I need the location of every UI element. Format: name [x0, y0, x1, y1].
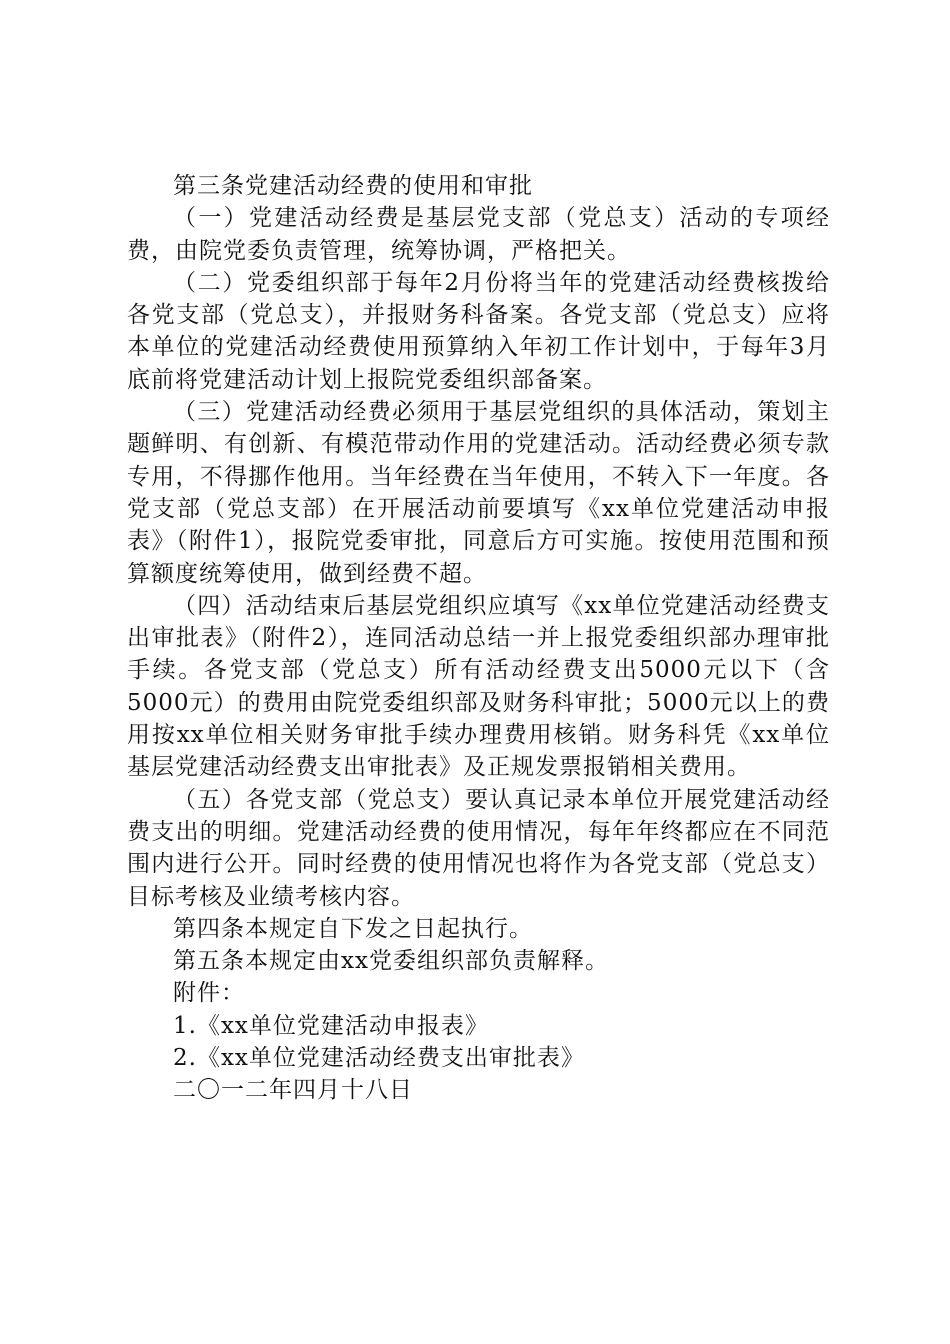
article-3-heading: 第三条党建活动经费的使用和审批 — [173, 173, 533, 199]
attachment-2: 2.《xx单位党建活动经费支出审批表》 — [173, 1045, 585, 1072]
article-3-clause-4: （四）活动结束后基层党组织应填写《xx单位党建活动经费支出审批表》（附件2），连同活动总结一并上报党委组织部办理审批手续。各党支部（党总支）所有活动经费支出5000元以下（含5000元）的费用由院党委组织部及财务科审批；5000元以上的费用按xx单位相关财务审批手续办理费用核销。财务科凭《xx单位基层党建活动经费支出审批表》及正规发票报销相关费用。 — [127, 592, 830, 781]
article-4: 第四条本规定自下发之日起执行。 — [173, 915, 533, 942]
article-3-clause-5: （五）各党支部（党总支）要认真记录本单位开展党建活动经费支出的明细。党建活动经费的使用情况，每年年终都应在不同范围内进行公开。同时经费的使用情况也将作为各党支部（党总支）目标考核及业绩考核内容。 — [127, 786, 830, 910]
document-body — [127, 170, 830, 1107]
attachment-1: 1.《xx单位党建活动申报表》 — [173, 1012, 489, 1039]
article-3-clause-2: （二）党委组织部于每年2月份将当年的党建活动经费核拨给各党支部（党总支），并报财务科备案。各党支部（党总支）应将本单位的党建活动经费使用预算纳入年初工作计划中，于每年3月底前将党建活动计划上报院党委组织部备案。 — [127, 269, 830, 393]
article-3-clause-1: （一）党建活动经费是基层党支部（党总支）活动的专项经费，由院党委负责管理，统筹协调，严格把关。 — [127, 205, 830, 264]
article-5: 第五条本规定由xx党委组织部负责解释。 — [173, 948, 609, 975]
document-date: 二〇一二年四月十八日 — [173, 1077, 413, 1104]
attachments-heading: 附件： — [173, 980, 245, 1007]
article-3-clause-3: （三）党建活动经费必须用于基层党组织的具体活动，策划主题鲜明、有创新、有模范带动作用的党建活动。活动经费必须专款专用，不得挪作他用。当年经费在当年使用，不转入下一年度。各党支部（党总支部）在开展活动前要填写《xx单位党建活动申报表》（附件1），报院党委审批，同意后方可实施。按使用范围和预算额度统筹使用，做到经费不超。 — [127, 399, 830, 587]
